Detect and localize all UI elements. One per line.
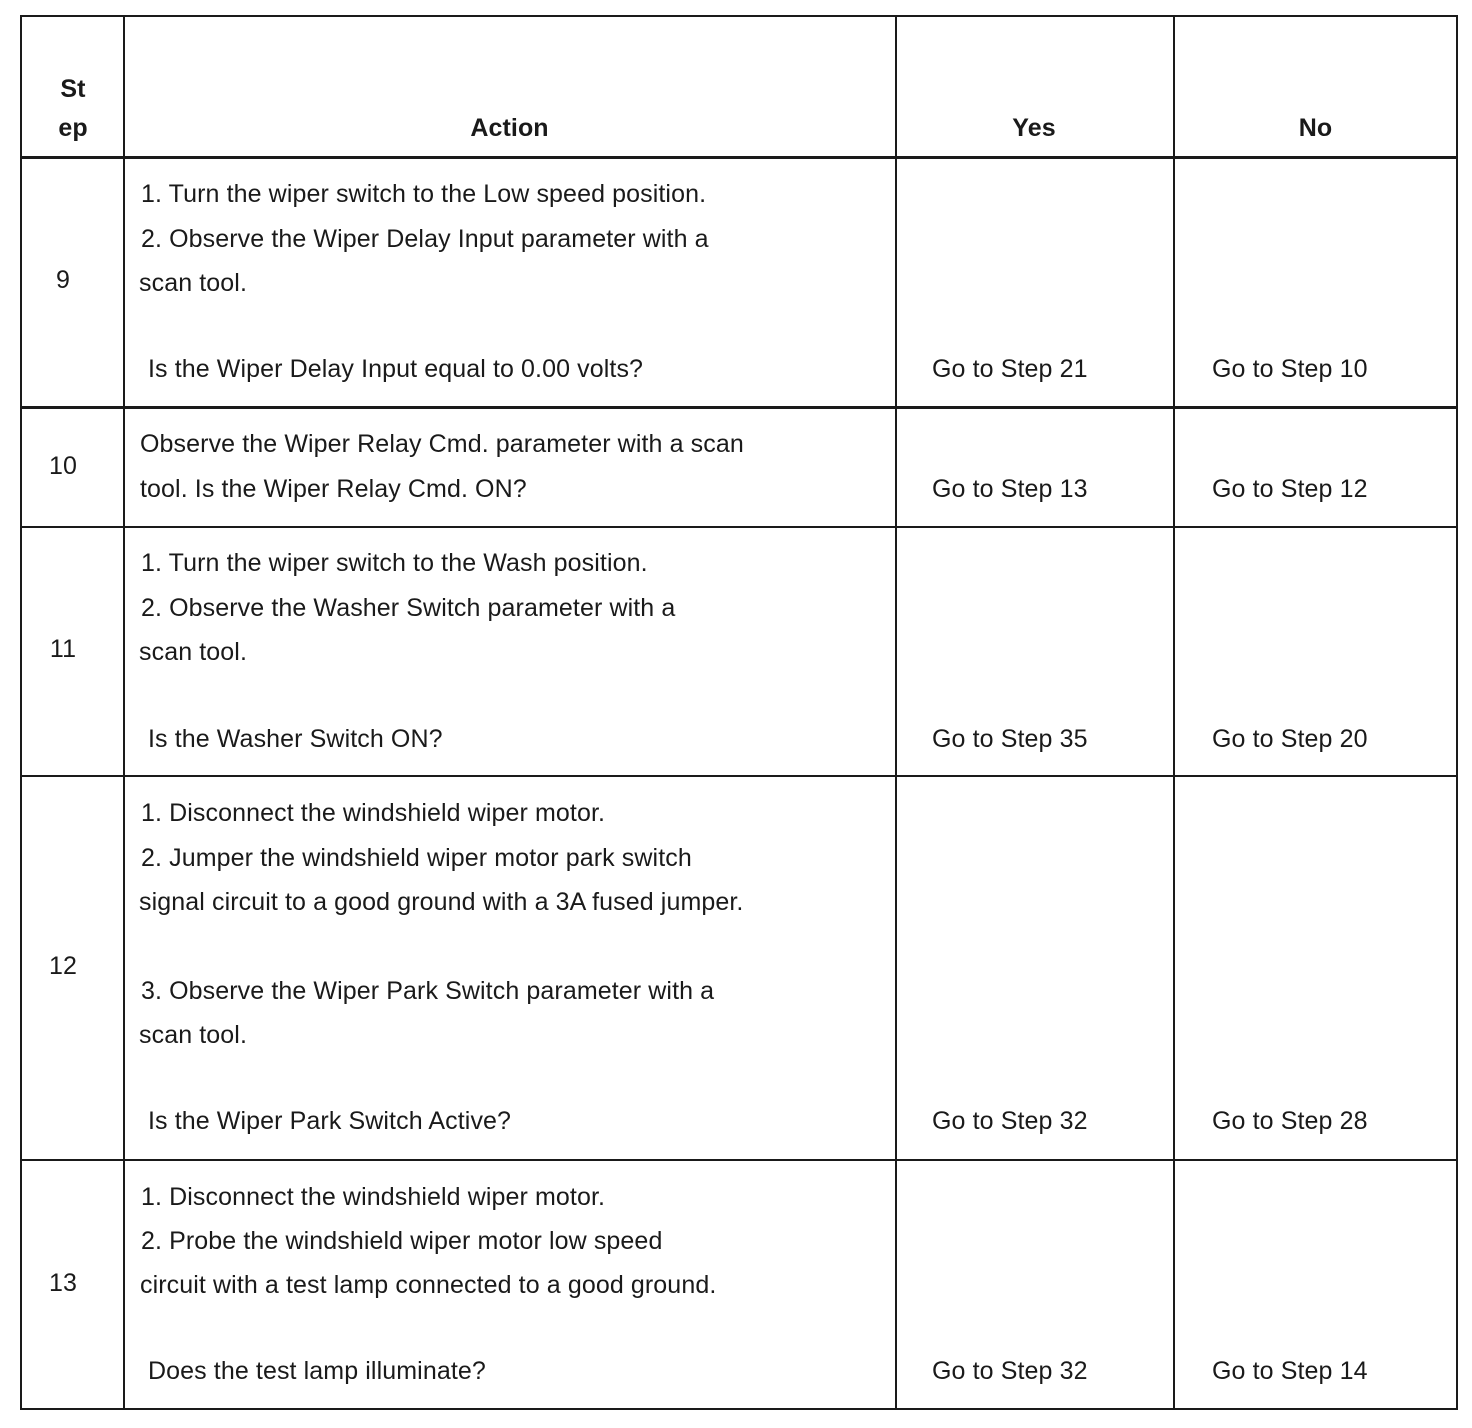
yes-outcome: Go to Step 32	[932, 1107, 1088, 1135]
col-divider-yes-no	[1173, 17, 1175, 1408]
step-number: 13	[48, 1269, 77, 1297]
action-line: 2. Observe the Washer Switch parameter with a	[141, 594, 676, 622]
row-divider-12-13	[22, 1159, 1456, 1161]
yes-outcome: Go to Step 21	[932, 355, 1088, 383]
row-divider-11-12	[22, 775, 1456, 777]
action-line: 3. Observe the Wiper Park Switch parameter with a	[141, 977, 715, 1005]
action-line: Observe the Wiper Relay Cmd. parameter with a scan	[140, 430, 744, 458]
no-outcome: Go to Step 28	[1212, 1107, 1368, 1135]
action-line: scan tool.	[139, 1021, 248, 1049]
yes-outcome: Go to Step 13	[932, 475, 1088, 503]
action-question: Is the Wiper Park Switch Active?	[148, 1107, 512, 1135]
action-line: 1. Turn the wiper switch to the Low speed position.	[141, 180, 707, 208]
row-divider-10-11	[22, 526, 1456, 528]
yes-outcome: Go to Step 32	[932, 1357, 1088, 1385]
action-line: 2. Probe the windshield wiper motor low speed	[141, 1227, 663, 1255]
no-outcome: Go to Step 20	[1212, 725, 1368, 753]
step-number: 12	[48, 952, 77, 980]
action-line: tool. Is the Wiper Relay Cmd. ON?	[140, 475, 527, 503]
action-question: Does the test lamp illuminate?	[148, 1357, 486, 1385]
step-number: 9	[55, 266, 70, 294]
row-divider-9-10	[22, 406, 1456, 409]
no-outcome: Go to Step 14	[1212, 1357, 1368, 1385]
action-line: 1. Turn the wiper switch to the Wash position.	[141, 549, 648, 577]
header-step-line1: St	[60, 75, 86, 103]
header-no: No	[1298, 114, 1333, 142]
action-line: circuit with a test lamp connected to a good ground.	[140, 1271, 717, 1299]
action-line: scan tool.	[139, 638, 248, 666]
col-divider-step-action	[123, 17, 125, 1408]
action-question: Is the Washer Switch ON?	[148, 725, 443, 753]
col-divider-action-yes	[895, 17, 897, 1408]
row-divider-header	[22, 156, 1456, 159]
yes-outcome: Go to Step 35	[932, 725, 1088, 753]
action-line: scan tool.	[139, 269, 248, 297]
header-step-line2: ep	[58, 114, 88, 142]
step-number: 10	[48, 452, 77, 480]
action-line: 1. Disconnect the windshield wiper motor.	[141, 1183, 606, 1211]
no-outcome: Go to Step 10	[1212, 355, 1368, 383]
header-action: Action	[470, 114, 549, 142]
action-line: 2. Observe the Wiper Delay Input parameter with a	[141, 225, 709, 253]
header-yes: Yes	[1012, 114, 1056, 142]
step-number: 11	[49, 635, 77, 663]
action-line: 1. Disconnect the windshield wiper motor.	[141, 799, 606, 827]
no-outcome: Go to Step 12	[1212, 475, 1368, 503]
action-question: Is the Wiper Delay Input equal to 0.00 volts?	[148, 355, 644, 383]
action-line: signal circuit to a good ground with a 3A fused jumper.	[139, 888, 744, 916]
action-line: 2. Jumper the windshield wiper motor park switch	[141, 844, 692, 872]
